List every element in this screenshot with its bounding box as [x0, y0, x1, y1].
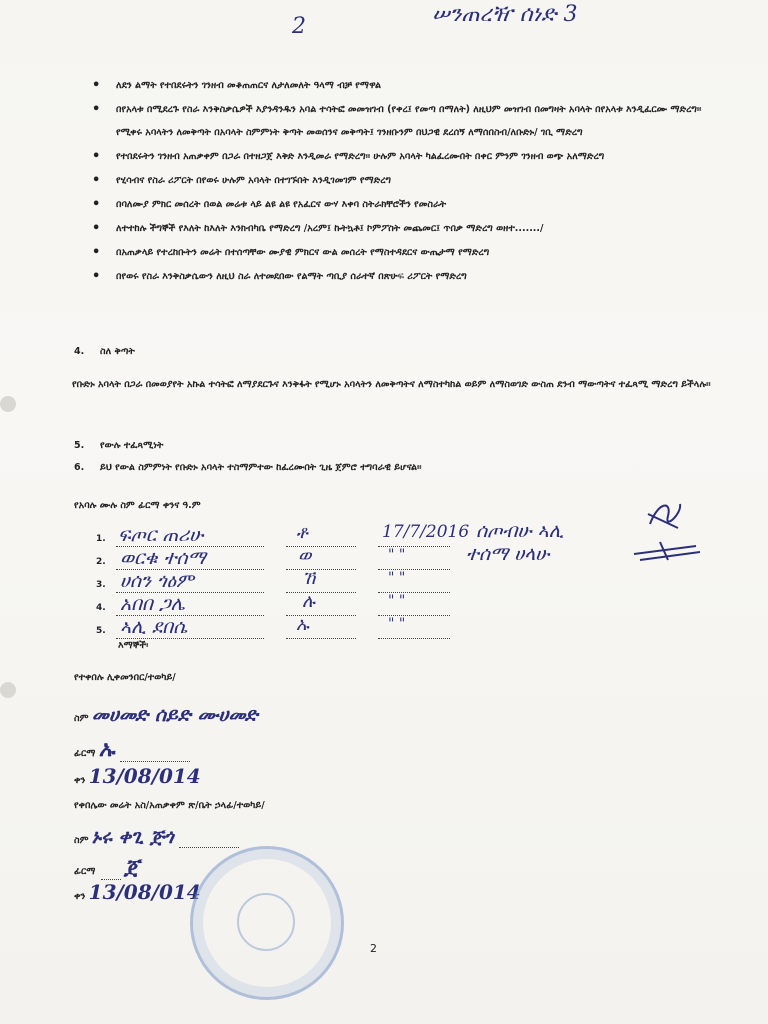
members-header: የአባሉ ሙሉ ስም ፊርማ ቀንና ዓ.ም	[74, 500, 201, 511]
member-date: 17/7/2016	[382, 522, 470, 542]
member-name: ሀሰን ጎዕም	[120, 570, 194, 592]
member-name: ፍጦር ጠሪሁ	[118, 524, 204, 546]
witnesses-label: እማኞች፡	[118, 640, 149, 651]
official-stamp-seal	[190, 846, 344, 1000]
receiver-signature: ኡ	[98, 736, 115, 762]
receiver-title: የተቀበሉ ሊቀመንበር/ተወካይ/	[74, 672, 176, 683]
list-item: • ለደን ልማት የተበደሩትን ገንዘብ መቆጠጠርና ለታለመለት ዓላማ ብቻ የማዋል	[92, 74, 712, 97]
handwritten-page-mark: 2	[292, 14, 306, 39]
receiver-date: 13/08/014	[88, 764, 201, 788]
member-date: " "	[388, 570, 406, 586]
member-signature: ኸ	[302, 568, 316, 589]
section-6-heading: 6. ይህ የውል ስምምነት የቡድኑ አባላት ተስማምተው ከፈረሙበት ጊዜ ጀምሮ ተግባራዊ ይሆናል፡፡	[74, 462, 422, 473]
signature-scribble-icon	[630, 494, 710, 574]
receiver-name-field: ስም መሀመድ ሰይድ ሙሀመድ	[74, 704, 258, 726]
member-date: " "	[388, 593, 406, 609]
witness-name: ተሰማ ሀላሁ	[466, 543, 550, 565]
authority-name: ኑሩ ቀጊ ጅጎ	[91, 826, 174, 848]
member-date: " "	[388, 616, 406, 632]
member-signature: ሉ	[302, 591, 315, 612]
list-item: • በባለሙያ ምክር መሰረት በወል መሬቱ ላይ ልዩ ልዩ የአፈርና ውሃ እቀባ ስትራክቸሮችን የመስራት	[92, 193, 712, 216]
handwritten-header-note: ሠንጠረዥ ሰነድ 3	[432, 2, 578, 27]
member-signature: ኡ	[296, 614, 310, 635]
list-item: • ለተተከሉ ችግኞች የእለት ከእለት እንክብካቤ የማድረግ /አረም፤ ኩትኳቶ፤ ኮምፖስት መጨመር፤ ጥበቃ ማድረግ ወዘተ......./	[92, 217, 712, 240]
list-item: • የተበደሩትን ገንዘብ አጠቃቀም በጋራ በተዘጋጀ እቅድ እንዲመራ የማድረግ፡፡ ሁሉም አባላት ካልፈረሙበት በቀር ምንም ገንዘብ ወጭ አለማድረግ	[92, 145, 712, 168]
authority-date: 13/08/014	[88, 880, 201, 904]
section-4-heading: 4. ስለ ቅጣት	[74, 346, 135, 357]
member-name: ኣሊ ደበሴ	[120, 616, 188, 638]
section-5-heading: 5. የውሉ ተፈጻሚነት	[74, 440, 164, 451]
punch-hole	[0, 396, 16, 412]
list-item: • በአጠቃላይ የተረከቡትን መሬት በተሰጣቸው ሙያዊ ምክርና ውል መሰረት የማስተዳደርና ውጤታማ የማድረግ	[92, 241, 712, 264]
page-number: 2	[370, 942, 377, 955]
section-4-text: የቡድኑ አባላት በጋራ በመወያየት አኩል ተሳትፎ ለማያደርጉና እንቅፋት የሚሆኑ አባላትን ለመቅጣትና ለማስተካከል ወይም ለማስወገድ ውስጠ ደንብ ማውጣትና ተፈጻሚ ማድረግ ይችላሉ፡፡	[72, 379, 711, 390]
witness-name: ሰጦብሁ ኣሊ	[476, 520, 564, 542]
document-page: 2 ሠንጠረዥ ሰነድ 3 • ለደን ልማት የተበደሩትን ገንዘብ መቆጠጠርና ለታለመለት ዓላማ ብቻ የማዋል • በየአላቱ በሚደረጉ የስራ እንቅስቃሴዎች እያንዳንዱን አባል ተሳትፎ መመዝገብ (የቀረ፤ የመጣ በማለት) ለዚህም መዝገብ በመግዛት አባላት በየአላቱ እንዲፈርሙ ማድረግ፡፡ የሚቀሩ አባላትን ለመቅጣት በአባላት ስምምነት ቅጣት መወሰንና መቅጣት፤ ገንዘቡንም በህጋዊ ደረሰኝ ለማሰበስብ/ለቡድኑ/ ገቢ ማድረግ • የተበደሩትን ገንዘብ አጠቃቀም በጋራ በተዘጋጀ እቅድ እንዲመራ የማድረግ፡፡ ሁሉም አባላት ካልፈረሙበት በቀር ምንም ገንዘብ ወጭ አለማድረግ • የሂሳብና የስራ ሪፖርት በየወሩ ሁሉም አባላት በተገኙበት እንዲገመገም የማድረግ • በባለሙያ ምክር መሰረት በወል መሬቱ ላይ ልዩ ልዩ የአፈርና ውሃ እቀባ ስትራክቸሮችን የመስራት • ለተተከሉ ችግኞች የእለት ከእለት እንክብካቤ የማድረግ /አረም፤ ኩትኳቶ፤ ኮምፖስት መጨመር፤ ጥበቃ ማድረግ ወዘተ......./ • በአጠቃላይ የተረከቡትን መሬት በተሰጣቸው ሙያዊ ምክርና ውል መሰረት የማስተዳደርና ውጤታማ የማድረግ • በየወሩ የስራ እንቅስቃሴውን ለዚህ ስራ ለተመደበው የልማት ጣቢያ ሰራተኛ በጽሁፍ ሪፖርት የማድረግ 4. ስለ ቅጣት የቡድኑ አባላት በጋራ በመወያየት አኩል ተሳትፎ ለማያደርጉና እንቅፋት የሚሆኑ አባላትን ለመቅጣትና ለማስተካከል ወይም ለማስወገድ ውስጠ ደንብ ማውጣትና ተፈጻሚ ማድረግ ይችላሉ፡፡ 5. የውሉ ተፈጻሚነት 6. ይህ የውል ስምምነት የቡድኑ አባላት ተስማምተው ከፈረሙበት ጊዜ ጀምሮ ተግባራዊ ይሆናል፡፡ የአባሉ ሙሉ ስም ፊርማ ቀንና ዓ.ም 1. ፍጦር ጠሪሁ ቶ 17/7/2016 ሰጦብሁ ኣሊ 2. ወርቁ ተሰማ ወ " " ተሰማ ሀላሁ 3. ሀሰን ጎዕም ኸ " " 4. አበበ ጋሌ ሉ " " 5. ኣሊ ደበሴ ኡ " " እማኞች፡ የተቀበሉ ሊቀመንበር/ተወካይ/ ስም መሀመድ ሰይድ ሙሀመድ ፊርማ ኡ ቀን 13/08/014 የቀበሌው መሬት አስ/አጠቃቀም ጽ/ቤት ኃላፊ/ተወካይ/ ስም ኑሩ ቀጊ ጅጎ ፊርማ ጀ ቀን 13/08/014 2	[0, 0, 768, 1024]
authority-signature-field: ፊርማ ጀ	[74, 854, 139, 880]
member-date: " "	[388, 547, 406, 563]
authority-name-field: ስም ኑሩ ቀጊ ጅጎ	[74, 826, 239, 848]
receiver-date-field: ቀን 13/08/014	[74, 764, 201, 788]
list-item: • የሂሳብና የስራ ሪፖርት በየወሩ ሁሉም አባላት በተገኙበት እንዲገመገም የማድረግ	[92, 169, 712, 192]
authority-date-field: ቀን 13/08/014	[74, 880, 201, 904]
punch-hole	[0, 682, 16, 698]
member-name: አበበ ጋሌ	[120, 593, 185, 615]
responsibility-list	[92, 74, 712, 289]
receiver-signature-field: ፊርማ ኡ	[74, 736, 190, 762]
list-item: • በየአላቱ በሚደረጉ የስራ እንቅስቃሴዎች እያንዳንዱን አባል ተሳትፎ መመዝገብ (የቀረ፤ የመጣ በማለት) ለዚህም መዝገብ በመግዛት አባላት በየአላቱ እንዲፈርሙ ማድረግ፡፡ የሚቀሩ አባላትን ለመቅጣት በአባላት ስምምነት ቅጣት መወሰንና መቅጣት፤ ገንዘቡንም በህጋዊ ደረሰኝ ለማሰበስብ/ለቡድኑ/ ገቢ ማድረግ	[92, 98, 712, 144]
member-signature: ወ	[298, 545, 312, 566]
receiver-name: መሀመድ ሰይድ ሙሀመድ	[91, 704, 258, 726]
list-item: • በየወሩ የስራ እንቅስቃሴውን ለዚህ ስራ ለተመደበው የልማት ጣቢያ ሰራተኛ በጽሁፍ ሪፖርት የማድረግ	[92, 265, 712, 288]
authority-title: የቀበሌው መሬት አስ/አጠቃቀም ጽ/ቤት ኃላፊ/ተወካይ/	[74, 800, 265, 811]
member-name: ወርቁ ተሰማ	[120, 547, 206, 569]
authority-signature: ጀ	[124, 854, 139, 880]
member-signature: ቶ	[296, 522, 308, 543]
